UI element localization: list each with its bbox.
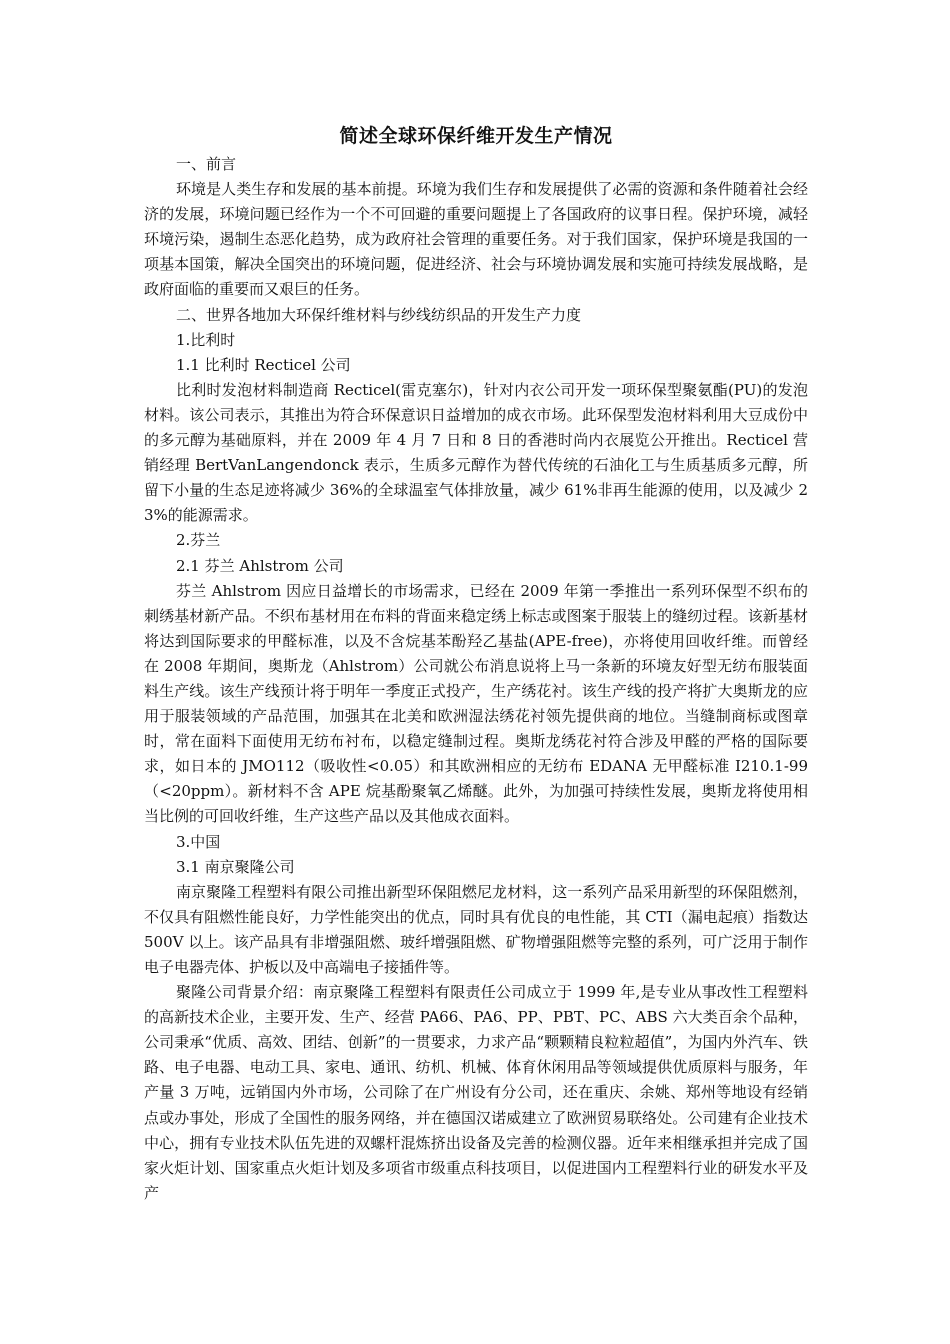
heading-section-two: 二、世界各地加大环保纤维材料与纱线纺织品的开发生产力度: [176, 305, 582, 324]
heading-ahlstrom: 2.1 芬兰 Ahlstrom 公司: [176, 556, 344, 575]
heading-recticel: 1.1 比利时 Recticel 公司: [176, 355, 351, 374]
heading-nanjing-julong: 3.1 南京聚隆公司: [176, 857, 295, 876]
heading-china: 3.中国: [176, 832, 221, 851]
paragraph-recticel: 比利时发泡材料制造商 Recticel(雷克塞尔)，针对内衣公司开发一项环保型聚氨酯(PU)的发泡材料。该公司表示，其推出为符合环保意识日益增加的成衣市场。此环保型发泡材料利用大豆成份中的多元醇为基础原料，并在 2009 年 4 月 7 日和 8 日的香港时尚内衣展览公开推出。Recticel 营销经理 BertVanLangendonck 表示，生质多元醇作为替代传统的石油化工与生质基质多元醇，所留下小量的生态足迹将减少 36%的全球温室气体排放量，减少 61%非再生能源的使用，以及减少 23%的能源需求。: [144, 380, 808, 525]
document-title: 简述全球环保纤维开发生产情况: [339, 125, 613, 147]
paragraph-julong-product: 南京聚隆工程塑料有限公司推出新型环保阻燃尼龙材料，这一系列产品采用新型的环保阻燃剂，不仅具有阻燃性能良好，力学性能突出的优点，同时具有优良的电性能，其 CTI（漏电起痕）指数达 500V 以上。该产品具有非增强阻燃、玻纤增强阻燃、矿物增强阻燃等完整的系列，可广泛用于制作电子电器壳体、护板以及中高端电子接插件等。: [144, 882, 808, 976]
heading-belgium: 1.比利时: [176, 330, 236, 349]
document-body: [144, 122, 808, 1206]
paragraph-environment-intro: 环境是人类生存和发展的基本前提。环境为我们生存和发展提供了必需的资源和条件随着社会经济的发展，环境问题已经作为一个不可回避的重要问题提上了各国政府的议事日程。保护环境，减轻环境污染，遏制生态恶化趋势，成为政府社会管理的重要任务。对于我们国家，保护环境是我国的一项基本国策，解决全国突出的环境问题，促进经济、社会与环境协调发展和实施可持续发展战略，是政府面临的重要而又艰巨的任务。: [144, 180, 808, 299]
paragraph-ahlstrom: 芬兰 Ahlstrom 因应日益增长的市场需求，已经在 2009 年第一季推出一系列环保型不织布的刺绣基材新产品。不织布基材用在布料的背面来稳定绣上标志或图案于服装上的缝纫过程。该新基材将达到国际要求的甲醛标准，以及不含烷基苯酚羟乙基盐(APE-free)，亦将使用回收纤维。而曾经在 2008 年期间，奥斯龙（Ahlstrom）公司就公布消息说将上马一条新的环境友好型无纺布服装面料生产线。该生产线预计将于明年一季度正式投产，生产绣花衬。该生产线的投产将扩大奥斯龙的应用于服装领域的产品范围，加强其在北美和欧洲湿法绣花衬领先提供商的地位。当缝制商标或图章时，常在面料下面使用无纺布衬布，以稳定缝制过程。奥斯龙绣花衬符合涉及甲醛的严格的国际要求，如日本的 JMO112（吸收性<0.05）和其欧洲相应的无纺布 EDANA 无甲醛标准 I210.1-99（<20ppm）。新材料不含 APE 烷基酚聚氧乙烯醚。此外，为加强可持续性发展，奥斯龙将使用相当比例的可回收纤维，生产这些产品以及其他成衣面料。: [144, 581, 808, 826]
paragraph-julong-background: 聚隆公司背景介绍：南京聚隆工程塑料有限责任公司成立于 1999 年,是专业从事改性工程塑料的高新技术企业，主要开发、生产、经营 PA66、PA6、PP、PBT、PC、ABS 六大类百余个品种，公司秉承“优质、高效、团结、创新”的一贯要求，力求产品“颗颗精良粒粒超值”，为国内外汽车、铁路、电子电器、电动工具、家电、通讯、纺机、机械、体育休闲用品等领域提供优质原料与服务，年产量 3 万吨，远销国内外市场，公司除了在广州设有分公司，还在重庆、余姚、郑州等地设有经销点或办事处，形成了全国性的服务网络，并在德国汉诺威建立了欧洲贸易联络处。公司建有企业技术中心，拥有专业技术队伍先进的双螺杆混炼挤出设备及完善的检测仪器。近年来相继承担并完成了国家火炬计划、国家重点火炬计划及多项省市级重点科技项目，以促进国内工程塑料行业的研发水平及产: [144, 983, 808, 1202]
heading-finland: 2.芬兰: [176, 531, 221, 550]
heading-preface: 一、前言: [176, 155, 237, 173]
